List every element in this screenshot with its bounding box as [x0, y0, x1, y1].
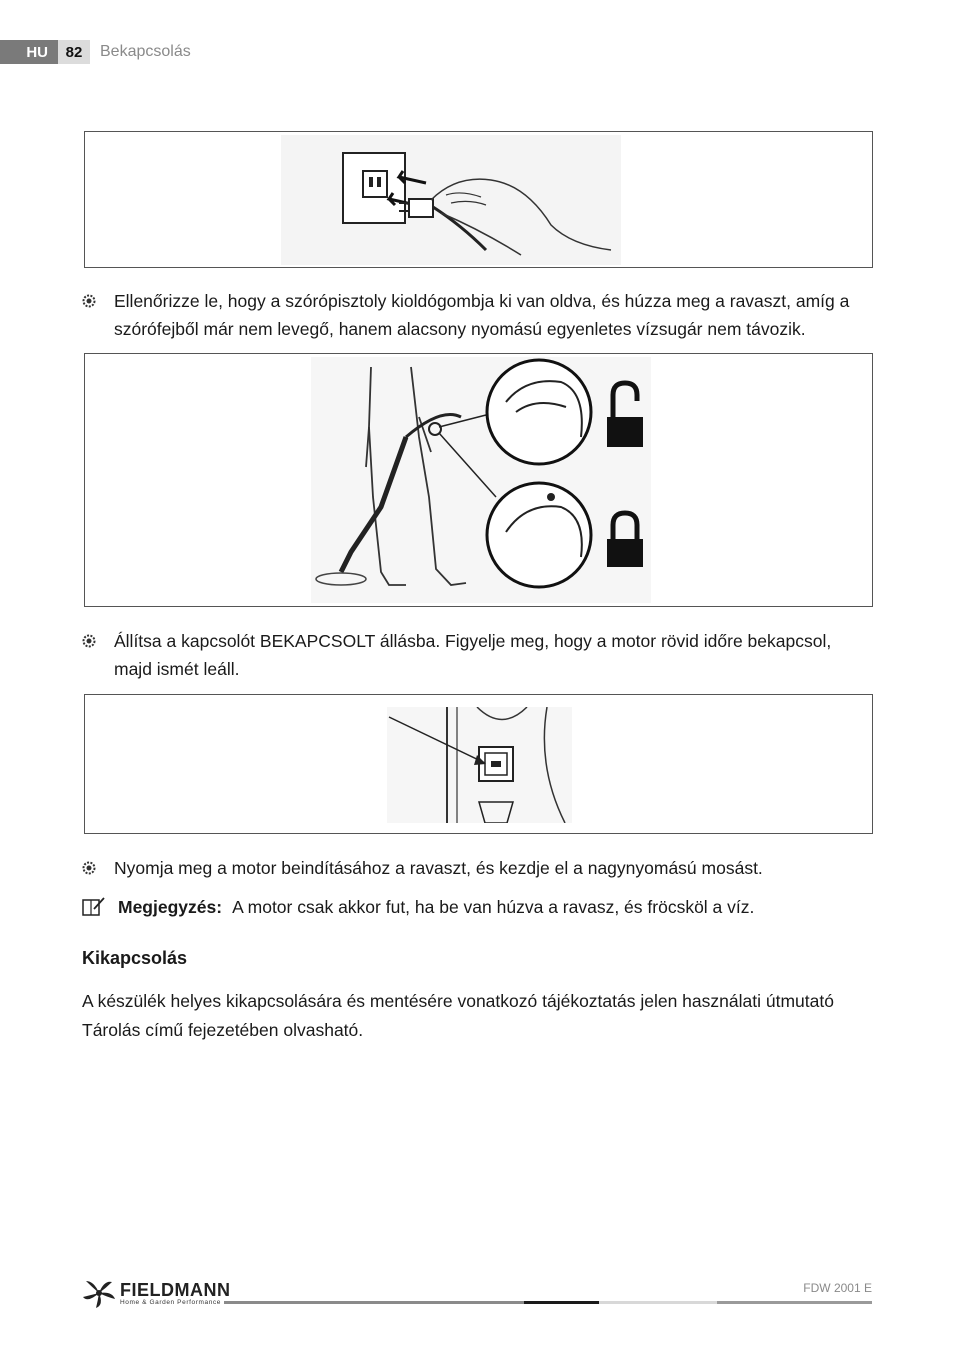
figure-trigger-lock	[84, 353, 873, 607]
trigger-lock-unlock-illustration	[311, 357, 651, 603]
footer-rule-mid	[717, 1301, 872, 1304]
instruction-item-1	[82, 287, 872, 343]
power-switch-illustration	[387, 707, 572, 823]
brand-tagline: Home & Garden Performance	[120, 1298, 221, 1306]
page-header	[0, 40, 191, 64]
instruction-item-3	[82, 854, 872, 882]
plug-into-socket-illustration	[281, 135, 621, 265]
footer-rule-dark	[524, 1301, 599, 1304]
gear-bullet-icon	[82, 861, 96, 875]
gear-bullet-icon	[82, 294, 96, 308]
footer-rule-grey	[224, 1301, 524, 1304]
brand-name: FIELDMANN	[120, 1279, 231, 1300]
language-tag: HU	[0, 40, 58, 64]
note-text: A motor csak akkor fut, ha be van húzva a ravasz, és fröcsköl a víz.	[232, 897, 755, 917]
section-title: Bekapcsolás	[100, 43, 191, 60]
fieldmann-fan-logo-icon	[82, 1277, 116, 1309]
section-paragraph: A készülék helyes kikapcsolására és mentésére vonatkozó tájékoztatás jelen használati útmutató Tárolás című fejezetében olvasható.	[82, 991, 834, 1040]
note-block	[82, 893, 754, 921]
gear-bullet-icon	[82, 634, 96, 648]
footer-rule-light	[599, 1301, 717, 1304]
page-number: 82	[58, 40, 90, 64]
brand-logo	[82, 1277, 231, 1309]
instruction-text-1: Ellenőrizze le, hogy a szórópisztoly kioldógombja ki van oldva, és húzza meg a ravaszt, amíg a szórófejből már nem levegő, hanem alacsony nyomású egyenletes vízsugár nem távozik.	[114, 291, 850, 339]
notebook-pencil-icon	[82, 897, 106, 917]
section-heading: Kikapcsolás	[82, 948, 188, 968]
note-label: Megjegyzés:	[118, 897, 223, 917]
instruction-item-2	[82, 627, 872, 683]
figure-plug-socket	[84, 131, 873, 268]
model-number: FDW 2001 E	[803, 1281, 872, 1295]
instruction-text-3: Nyomja meg a motor beindításához a ravaszt, és kezdje el a nagynyomású mosást.	[114, 858, 763, 878]
figure-power-switch	[84, 694, 873, 834]
instruction-text-2: Állítsa a kapcsolót BEKAPCSOLT állásba. Figyelje meg, hogy a motor rövid időre bekapcsol, majd ismét leáll.	[114, 631, 832, 679]
